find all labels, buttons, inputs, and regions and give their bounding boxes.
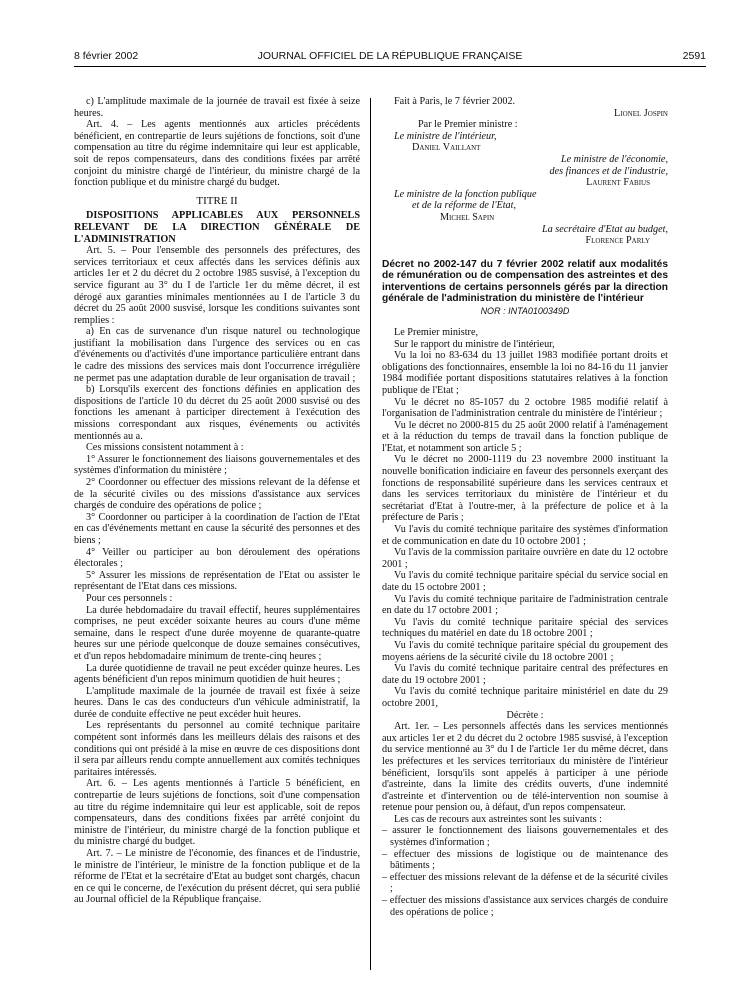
paragraph: L'amplitude maximale de la journée de travail est fixée à seize heures. Dans le cas des conducteurs d'un véhicule administratif, la durée de conduite effective ne peut excéder huit heures. <box>74 685 360 720</box>
titre-subheading: DISPOSITIONS APPLICABLES AUX PERSONNELS RELEVANT DE LA DIRECTION GÉNÉRALE DE L'ADMINISTRATION <box>74 210 360 245</box>
titre-heading: TITRE II <box>196 194 238 207</box>
signatory <box>382 212 668 224</box>
minister-title-text: des finances et de l'industrie, <box>549 165 668 177</box>
paragraph: Pour ces personnels : <box>86 592 173 604</box>
article-7: Art. 7. – Le ministre de l'économie, des finances et de l'industrie, le ministre de l'intérieur, le ministre de la fonction publique et de la réforme de l'Etat et la secrétaire d'Etat au budget sont chargés, chacun en ce qui le concerne, de l'exécution du présent décret, qui sera publié au Journal officiel de la République française. <box>74 848 360 906</box>
signatory <box>382 142 668 154</box>
visa: Vu le décret no 85-1057 du 2 octobre 1985 modifié relatif à l'organisation de l'administration centrale du ministère de l'intérieur ; <box>382 396 668 420</box>
paragraph: b) Lorsqu'ils exercent des fonctions définies en application des dispositions de l'article 10 du décret du 25 août 2000 susvisé ou des fonctions les amenant à participer directement à l'exécution des missions correspondant aux risques, événements ou activités mentionnés au a. <box>74 384 360 442</box>
header-rule <box>74 66 706 67</box>
list-item: – effectuer des missions de logistique ou de maintenance des bâtiments ; <box>382 848 668 872</box>
list-item: 4° Veiller ou participer au bon déroulement des opérations électorales ; <box>74 546 360 570</box>
paragraph: Les représentants du personnel au comité technique paritaire compétent sont informés dans les meilleurs délais des raisons et des conditions qui ont présidé à la mise en œuvre de ces dispositions dont il sera par ailleurs rendu compte annuellement aux comités techniques paritaires intéressés. <box>74 720 360 778</box>
decret-title: Décret no 2002-147 du 7 février 2002 relatif aux modalités de rémunération ou de compensation des astreintes et des interventions de certains personnels gérés par la direction générale de l'administration du ministère de l'intérieur <box>382 258 668 304</box>
signatory-name: Laurent Fabius <box>586 177 650 189</box>
signatory-name: Florence Parly <box>585 235 650 247</box>
list-item: – effectuer des missions relevant de la défense et de la sécurité civiles ; <box>382 871 668 895</box>
minister-title <box>382 200 668 212</box>
list-item: 3° Coordonner ou participer à la coordination de l'action de l'Etat en cas d'événements mettant en cause la sécurité des personnes et des biens ; <box>74 511 360 546</box>
minister-title-text: La secrétaire d'Etat au budget, <box>541 223 668 235</box>
column-divider <box>370 98 371 970</box>
paragraph: Sur le rapport du ministre de l'intérieur, <box>394 338 555 350</box>
paragraph: c) L'amplitude maximale de la journée de travail est fixée à seize heures. <box>74 96 360 119</box>
minister-title-text: Le ministre de l'intérieur, <box>394 130 497 142</box>
visa: Vu la loi no 83-634 du 13 juillet 1983 modifiée portant droits et obligations des fonctionnaires, ensemble la loi no 84-16 du 11 janvier 1984 modifiée portant dispositions statutaires relatives à la fonction publique de l'Etat ; <box>382 350 668 396</box>
list-item: – assurer le fonctionnement des liaisons gouvernementales et des systèmes d'information ; <box>382 825 668 849</box>
minister-title-text: Le ministre de la fonction publique <box>394 188 537 200</box>
minister-title <box>382 131 668 143</box>
minister-title <box>382 224 668 236</box>
header-journal-title: JOURNAL OFFICIEL DE LA RÉPUBLIQUE FRANÇAISE <box>257 50 523 62</box>
signatory-name: Lionel Jospin <box>614 107 668 119</box>
signatory <box>382 235 668 247</box>
header-date: 8 février 2002 <box>74 50 139 62</box>
signatory-name: Daniel Vaillant <box>412 142 481 154</box>
visa: Vu l'avis de la commission paritaire ouvrière en date du 12 octobre 2001 ; <box>382 547 668 570</box>
paragraph: Le Premier ministre, <box>394 326 479 338</box>
par-le-premier-ministre: Par le Premier ministre : <box>418 119 518 131</box>
article-1: Art. 1er. – Les personnels affectés dans les services mentionnés aux articles 1er et 2 du décret du 2 octobre 1985 susvisé, à l'exception du service mentionné au 3° du I de l'article 1er du même décret, dans les préfectures et les services territoriaux du ministère de l'intérieur bénéficient, lorsqu'ils sont appelés à participer à une période d'astreinte, dans la limite des crédits ouverts, d'une indemnité d'astreinte et d'intervention ou de télé-intervention non soumise à retenue pour pension ou, à défaut, d'un repos compensateur. <box>382 721 668 814</box>
paragraph: La durée hebdomadaire du travail effectif, heures supplémentaires comprises, ne peut excéder soixante heures au cours d'une même semaine, dans le respect d'une durée moyenne de quarante-quatre heures sur une période quelconque de douze semaines consécutives, et d'un repos hebdomadaire minimum de trente-cinq heures ; <box>74 604 360 662</box>
minister-title-text: Le ministre de l'économie, <box>560 153 668 165</box>
minister-title <box>382 154 668 166</box>
visa: Vu l'avis du comité technique paritaire spécial des services techniques du matériel en date du 18 octobre 2001 ; <box>382 616 668 640</box>
visa: Vu le décret no 2000-815 du 25 août 2000 relatif à l'aménagement et à la réduction du temps de travail dans la fonction publique de l'Etat, et notamment son article 5 ; <box>382 419 668 454</box>
page-header <box>74 50 706 66</box>
right-column <box>382 96 668 918</box>
left-column <box>74 96 360 906</box>
article-5: Art. 5. – Pour l'ensemble des personnels des préfectures, des services territoriaux et ceux affectés dans les services définis aux articles 1er et 2 du décret du 2 octobre 1985 susvisé, à l'exception du service figurant au 3° du I de l'article 1er du même décret, il est dérogé aux garanties minimales mentionnées au I de l'article 3 du décret du 25 août 2000 susvisé, lorsque les conditions suivantes sont remplies : <box>74 245 360 326</box>
article-6: Art. 6. – Les agents mentionnés à l'article 5 bénéficient, en contrepartie de leurs sujétions de fonctions, soit d'une compensation au titre du régime indemnitaire qui leur est applicable, soit de repos compensateurs, dans des conditions fixées par arrêté conjoint du ministre de l'intérieur, du ministre chargé de la fonction publique et du ministre chargé du budget. <box>74 778 360 848</box>
decrete: Décrète : <box>506 709 544 721</box>
visa: Vu l'avis du comité technique paritaire des systèmes d'information et de communication en date du 10 octobre 2001 ; <box>382 524 668 547</box>
minister-title-text: et de la réforme de l'Etat, <box>412 200 517 212</box>
list-item: – effectuer des missions d'assistance aux services chargés de conduire des opérations de police ; <box>382 895 668 918</box>
signatory-prime-minister <box>382 108 668 120</box>
header-page-number: 2591 <box>682 50 706 62</box>
minister-title <box>382 166 668 178</box>
visa: Vu l'avis du comité technique paritaire central des préfectures en date du 19 octobre 2001 ; <box>382 663 668 686</box>
paragraph: La durée quotidienne de travail ne peut excéder quinze heures. Les agents bénéficient d'un repos minimum quotidien de huit heures ; <box>74 662 360 686</box>
visa: Vu l'avis du comité technique paritaire ministériel en date du 29 octobre 2001, <box>382 686 668 709</box>
article-4: Art. 4. – Les agents mentionnés aux articles précédents bénéficient, en contrepartie de leurs sujétions de fonctions, soit d'une compensation au titre du régime indemnitaire qui leur est applicable, soit de repos compensateurs, dans des conditions fixées par arrêté conjoint du ministre chargé de l'intérieur, du ministre chargé de la fonction publique et du ministre chargé du budget. <box>74 119 360 189</box>
visa: Vu l'avis du comité technique paritaire spécial du service social en date du 15 octobre 2001 ; <box>382 570 668 593</box>
visa: Vu l'avis du comité technique paritaire de l'administration centrale en date du 17 octobre 2001 ; <box>382 593 668 617</box>
signature-date: Fait à Paris, le 7 février 2002. <box>394 96 516 107</box>
signatory <box>382 177 668 189</box>
paragraph: a) En cas de survenance d'un risque naturel ou technologique justifiant la mobilisation dans l'urgence des services ou en cas d'événements ou d'activités d'une importance particulière entrant dans le cadre des missions des services mais dont l'occurrence irrégulière ne permet pas une adaptation durable de leur organisation de travail ; <box>74 326 360 384</box>
list-item: 5° Assurer les missions de représentation de l'Etat ou assister le représentant de l'Etat dans ces missions. <box>74 569 360 593</box>
visa: Vu le décret no 2000-1119 du 23 novembre 2000 instituant la nouvelle bonification indiciaire en faveur des personnels exerçant des fonctions de responsabilité supérieure dans les services centraux et dans les services territoriaux du ministère de l'intérieur et du secrétariat d'Etat à l'outre-mer, à la préfecture de police et à la préfecture de Paris ; <box>382 454 668 524</box>
nor-reference <box>382 306 668 318</box>
paragraph: Les cas de recours aux astreintes sont les suivants : <box>394 813 602 825</box>
list-item: 1° Assurer le fonctionnement des liaisons gouvernementales et des systèmes d'information du ministère ; <box>74 453 360 477</box>
visa: Vu l'avis du comité technique paritaire spécial du groupement des moyens aériens de la sécurité civile du 18 octobre 2001 ; <box>382 639 668 663</box>
list-item: 2° Coordonner ou effectuer des missions relevant de la défense et de la sécurité civiles ou des missions d'assistance aux services chargés de conduire des opérations de police ; <box>74 477 360 512</box>
minister-title <box>382 189 668 201</box>
signatory-name: Michel Sapin <box>440 211 495 223</box>
nor-reference-text: NOR : INTA0100349D <box>480 306 570 317</box>
paragraph: Ces missions consistent notamment à : <box>86 442 244 454</box>
